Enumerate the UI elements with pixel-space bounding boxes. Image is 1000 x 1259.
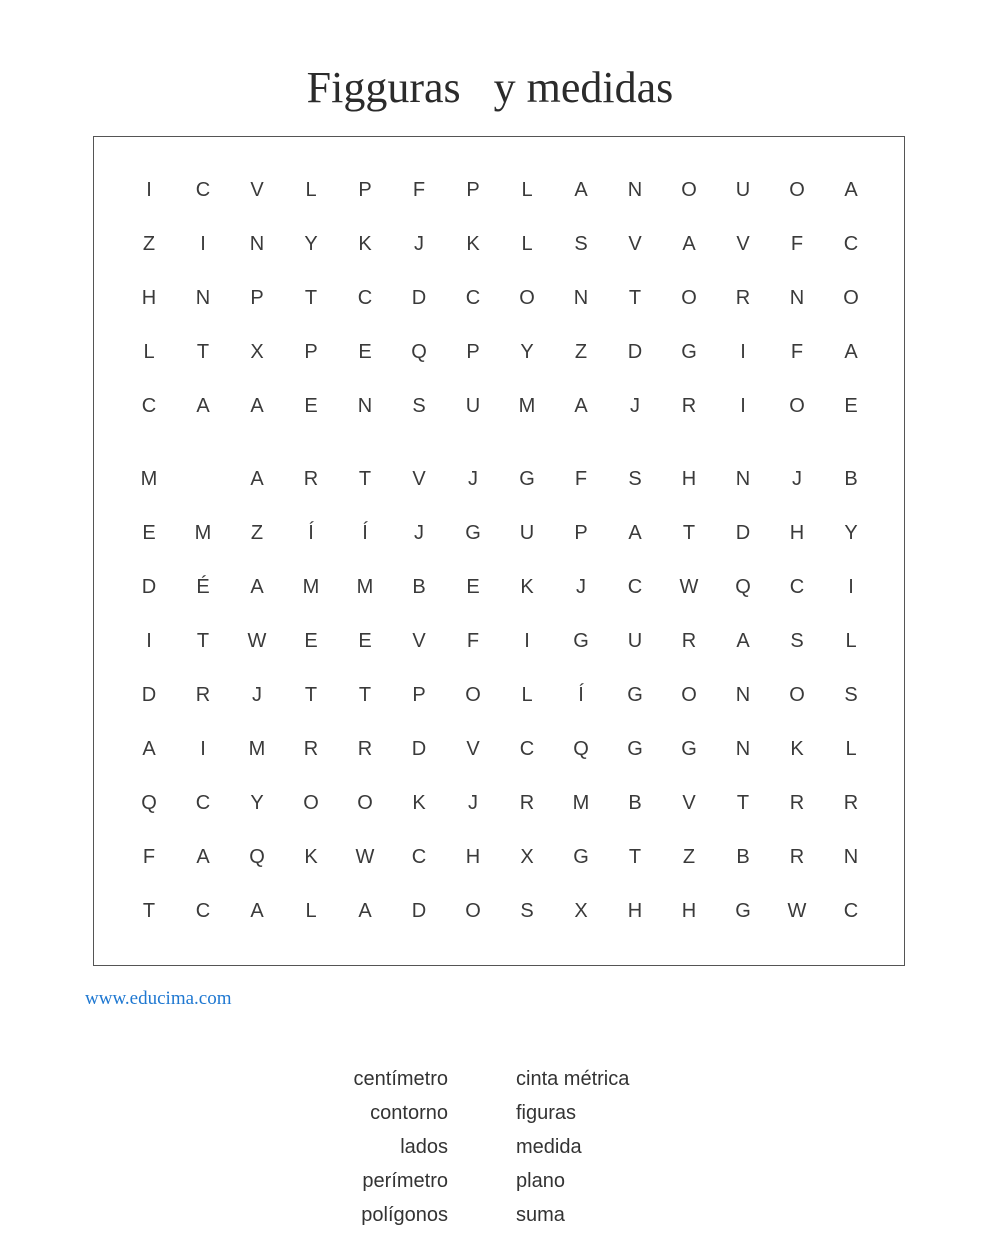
grid-letter[interactable]: H — [681, 900, 697, 922]
grid-letter[interactable]: G — [519, 468, 535, 490]
grid-letter[interactable]: R — [789, 846, 805, 868]
grid-letter[interactable]: O — [465, 684, 481, 706]
grid-letter[interactable]: D — [735, 522, 751, 544]
grid-letter[interactable]: W — [247, 630, 267, 652]
grid-letter[interactable]: O — [357, 792, 373, 814]
grid-letter[interactable]: I — [146, 179, 152, 201]
grid-letter[interactable]: T — [682, 522, 696, 544]
grid-letter[interactable]: T — [142, 900, 156, 922]
grid-row — [94, 170, 904, 210]
grid-letter[interactable]: C — [519, 738, 535, 760]
grid-letter[interactable]: R — [789, 792, 805, 814]
grid-letter[interactable]: M — [572, 792, 590, 814]
grid-letter[interactable]: G — [681, 341, 697, 363]
grid-letter[interactable]: O — [465, 900, 481, 922]
grid-letter[interactable]: T — [304, 684, 318, 706]
grid-letter[interactable]: T — [358, 684, 372, 706]
grid-letter[interactable]: K — [358, 233, 372, 255]
grid-letter[interactable]: Y — [250, 792, 264, 814]
grid-letter[interactable]: Q — [411, 341, 427, 363]
grid-letter[interactable]: C — [195, 179, 211, 201]
grid-letter[interactable]: M — [302, 576, 320, 598]
grid-letter[interactable]: I — [200, 738, 206, 760]
grid-row — [94, 621, 904, 661]
grid-letter[interactable]: V — [466, 738, 480, 760]
grid-letter[interactable]: A — [358, 900, 372, 922]
grid-letter[interactable]: V — [682, 792, 696, 814]
grid-letter[interactable]: V — [250, 179, 264, 201]
word-item: figuras — [516, 1102, 577, 1124]
grid-letter[interactable]: E — [304, 395, 318, 417]
grid-letter[interactable]: N — [735, 468, 751, 490]
grid-letter[interactable]: V — [628, 233, 642, 255]
grid-letter[interactable]: H — [681, 468, 697, 490]
grid-letter[interactable]: X — [520, 846, 534, 868]
grid-letter[interactable]: J — [468, 792, 478, 814]
grid-letter[interactable]: N — [573, 287, 589, 309]
grid-letter[interactable]: Í — [362, 522, 368, 544]
grid-letter[interactable]: Y — [520, 341, 534, 363]
grid-letter[interactable]: A — [628, 522, 642, 544]
word-item: perímetro — [362, 1170, 448, 1192]
grid-letter[interactable]: F — [142, 846, 156, 868]
grid-letter[interactable]: L — [521, 233, 533, 255]
grid-letter[interactable]: I — [200, 233, 206, 255]
grid-letter[interactable]: D — [141, 684, 157, 706]
grid-letter[interactable]: G — [627, 738, 643, 760]
grid-letter[interactable]: Y — [304, 233, 318, 255]
grid-letter[interactable]: Z — [250, 522, 264, 544]
grid-row — [94, 278, 904, 318]
grid-row — [94, 675, 904, 715]
grid-letter[interactable]: T — [196, 630, 210, 652]
grid-letter[interactable]: R — [357, 738, 373, 760]
grid-row — [94, 459, 904, 499]
grid-letter[interactable]: Y — [844, 522, 858, 544]
grid-letter[interactable]: P — [466, 341, 480, 363]
grid-letter[interactable]: D — [411, 900, 427, 922]
grid-letter[interactable]: X — [250, 341, 264, 363]
grid-letter[interactable]: T — [628, 287, 642, 309]
grid-letter[interactable]: S — [574, 233, 588, 255]
grid-letter[interactable]: V — [412, 630, 426, 652]
grid-letter[interactable]: B — [736, 846, 750, 868]
grid-letter[interactable]: H — [465, 846, 481, 868]
grid-letter[interactable]: K — [790, 738, 804, 760]
word-item: suma — [516, 1204, 565, 1226]
grid-letter[interactable]: M — [356, 576, 374, 598]
grid-row — [94, 513, 904, 553]
grid-letter[interactable]: T — [628, 846, 642, 868]
word-item: centímetro — [353, 1068, 448, 1090]
word-item: lados — [400, 1136, 448, 1158]
grid-letter[interactable]: O — [303, 792, 319, 814]
grid-letter[interactable]: C — [789, 576, 805, 598]
grid-letter[interactable]: R — [681, 630, 697, 652]
grid-letter[interactable]: C — [843, 900, 859, 922]
grid-letter[interactable]: S — [520, 900, 534, 922]
grid-letter[interactable]: J — [252, 684, 262, 706]
grid-letter[interactable]: O — [681, 684, 697, 706]
grid-letter[interactable]: A — [682, 233, 696, 255]
grid-letter[interactable]: E — [466, 576, 480, 598]
grid-row — [94, 783, 904, 823]
grid-letter[interactable]: R — [519, 792, 535, 814]
grid-letter[interactable]: D — [141, 576, 157, 598]
grid-letter[interactable]: M — [248, 738, 266, 760]
grid-row — [94, 837, 904, 877]
grid-letter[interactable]: B — [628, 792, 642, 814]
grid-letter[interactable]: I — [146, 630, 152, 652]
grid-letter[interactable]: C — [141, 395, 157, 417]
grid-letter[interactable]: Q — [735, 576, 751, 598]
grid-letter[interactable]: K — [466, 233, 480, 255]
grid-letter[interactable]: S — [790, 630, 804, 652]
grid-letter[interactable]: H — [627, 900, 643, 922]
grid-letter[interactable]: P — [358, 179, 372, 201]
grid-letter[interactable]: J — [792, 468, 802, 490]
grid-letter[interactable]: L — [305, 179, 317, 201]
grid-letter[interactable]: A — [574, 179, 588, 201]
grid-letter[interactable]: F — [790, 341, 804, 363]
grid-letter[interactable]: H — [789, 522, 805, 544]
grid-letter[interactable]: W — [787, 900, 807, 922]
grid-letter[interactable]: N — [735, 684, 751, 706]
grid-letter[interactable]: Q — [249, 846, 265, 868]
word-list-left — [248, 1065, 448, 1235]
grid-letter[interactable]: K — [520, 576, 534, 598]
grid-letter[interactable]: T — [736, 792, 750, 814]
grid-letter[interactable]: L — [845, 738, 857, 760]
grid-letter[interactable]: E — [142, 522, 156, 544]
grid-letter[interactable]: J — [468, 468, 478, 490]
grid-letter[interactable]: M — [194, 522, 212, 544]
grid-letter[interactable]: L — [305, 900, 317, 922]
grid-letter[interactable]: É — [196, 576, 210, 598]
grid-letter[interactable]: N — [843, 846, 859, 868]
word-item: polígonos — [361, 1204, 448, 1226]
page-title: Figguras y medidas — [306, 63, 674, 112]
grid-letter[interactable]: F — [466, 630, 480, 652]
grid-letter[interactable]: F — [412, 179, 426, 201]
grid-letter[interactable]: N — [627, 179, 643, 201]
grid-letter[interactable]: C — [627, 576, 643, 598]
grid-letter[interactable]: J — [576, 576, 586, 598]
grid-letter[interactable]: A — [250, 468, 264, 490]
grid-letter[interactable]: A — [574, 395, 588, 417]
word-search-grid — [93, 136, 905, 966]
grid-letter[interactable]: T — [196, 341, 210, 363]
word-list-right — [516, 1065, 776, 1235]
grid-letter[interactable]: D — [411, 287, 427, 309]
grid-letter[interactable]: I — [848, 576, 854, 598]
grid-letter[interactable]: A — [250, 900, 264, 922]
grid-letter[interactable]: N — [249, 233, 265, 255]
grid-letter[interactable]: C — [357, 287, 373, 309]
grid-letter[interactable]: J — [630, 395, 640, 417]
grid-letter[interactable]: K — [304, 846, 318, 868]
grid-letter[interactable]: D — [411, 738, 427, 760]
grid-letter[interactable]: M — [140, 468, 158, 490]
grid-row — [94, 332, 904, 372]
grid-letter[interactable]: W — [679, 576, 699, 598]
grid-letter[interactable]: E — [844, 395, 858, 417]
grid-letter[interactable]: R — [195, 684, 211, 706]
grid-letter[interactable]: L — [845, 630, 857, 652]
grid-letter[interactable]: O — [681, 287, 697, 309]
grid-letter[interactable]: D — [627, 341, 643, 363]
grid-letter[interactable]: A — [844, 179, 858, 201]
grid-letter[interactable]: O — [843, 287, 859, 309]
grid-letter[interactable]: H — [141, 287, 157, 309]
grid-letter[interactable]: J — [414, 522, 424, 544]
grid-letter[interactable]: Í — [578, 684, 584, 706]
grid-letter[interactable]: B — [412, 576, 426, 598]
grid-letter[interactable]: G — [573, 630, 589, 652]
grid-letter[interactable]: C — [411, 846, 427, 868]
site-link[interactable]: www.educima.com — [85, 988, 232, 1009]
grid-letter[interactable]: M — [518, 395, 536, 417]
grid-letter[interactable]: T — [358, 468, 372, 490]
grid-letter[interactable]: E — [304, 630, 318, 652]
grid-letter[interactable]: R — [303, 738, 319, 760]
grid-letter[interactable]: O — [681, 179, 697, 201]
grid-letter[interactable]: S — [844, 684, 858, 706]
grid-letter[interactable]: R — [843, 792, 859, 814]
grid-letter[interactable]: S — [412, 395, 426, 417]
grid-letter[interactable]: O — [789, 395, 805, 417]
word-item: medida — [516, 1136, 582, 1158]
grid-letter[interactable]: I — [740, 341, 746, 363]
grid-letter[interactable]: A — [196, 846, 210, 868]
grid-letter[interactable]: W — [355, 846, 375, 868]
grid-letter[interactable]: B — [844, 468, 858, 490]
grid-letter[interactable]: Í — [308, 522, 314, 544]
grid-row — [94, 224, 904, 264]
grid-letter[interactable]: U — [465, 395, 481, 417]
grid-letter[interactable]: G — [573, 846, 589, 868]
grid-letter[interactable]: U — [735, 179, 751, 201]
grid-letter[interactable]: A — [844, 341, 858, 363]
grid-letter[interactable]: I — [740, 395, 746, 417]
grid-letter[interactable]: F — [790, 233, 804, 255]
grid-letter[interactable] — [183, 459, 223, 499]
grid-letter[interactable]: F — [574, 468, 588, 490]
word-item: cinta métrica — [516, 1068, 630, 1090]
grid-letter[interactable]: O — [789, 684, 805, 706]
grid-letter[interactable]: I — [524, 630, 530, 652]
grid-letter[interactable]: G — [627, 684, 643, 706]
grid-letter[interactable]: P — [412, 684, 426, 706]
grid-letter[interactable]: C — [195, 792, 211, 814]
grid-row — [94, 891, 904, 931]
grid-letter[interactable]: P — [466, 179, 480, 201]
grid-letter[interactable]: A — [736, 630, 750, 652]
grid-letter[interactable]: U — [627, 630, 643, 652]
grid-letter[interactable]: L — [521, 684, 533, 706]
grid-letter[interactable]: O — [519, 287, 535, 309]
word-item: plano — [516, 1170, 565, 1192]
grid-letter[interactable]: C — [195, 900, 211, 922]
grid-row — [94, 386, 904, 426]
grid-letter[interactable]: N — [789, 287, 805, 309]
word-item: contorno — [370, 1102, 448, 1124]
grid-letter[interactable]: O — [789, 179, 805, 201]
grid-letter[interactable]: G — [681, 738, 697, 760]
grid-letter[interactable]: P — [304, 341, 318, 363]
grid-letter[interactable]: R — [303, 468, 319, 490]
grid-row — [94, 729, 904, 769]
grid-letter[interactable]: A — [196, 395, 210, 417]
grid-letter[interactable]: K — [412, 792, 426, 814]
grid-letter[interactable]: J — [414, 233, 424, 255]
grid-letter[interactable]: Q — [573, 738, 589, 760]
grid-letter[interactable]: N — [195, 287, 211, 309]
grid-letter[interactable]: P — [574, 522, 588, 544]
grid-letter[interactable]: L — [143, 341, 155, 363]
grid-letter[interactable]: G — [465, 522, 481, 544]
grid-letter[interactable]: G — [735, 900, 751, 922]
grid-letter[interactable]: T — [304, 287, 318, 309]
grid-letter[interactable]: S — [628, 468, 642, 490]
grid-letter[interactable]: Z — [574, 341, 588, 363]
grid-letter[interactable]: C — [843, 233, 859, 255]
grid-letter[interactable]: A — [142, 738, 156, 760]
grid-letter[interactable]: Z — [142, 233, 156, 255]
grid-letter[interactable]: A — [250, 395, 264, 417]
grid-letter[interactable]: C — [465, 287, 481, 309]
grid-letter[interactable]: A — [250, 576, 264, 598]
grid-letter[interactable]: V — [412, 468, 426, 490]
grid-letter[interactable]: N — [357, 395, 373, 417]
grid-letter[interactable]: V — [736, 233, 750, 255]
grid-letter[interactable]: Z — [682, 846, 696, 868]
grid-letter[interactable]: Q — [141, 792, 157, 814]
grid-letter[interactable]: X — [574, 900, 588, 922]
grid-letter[interactable]: E — [358, 341, 372, 363]
grid-letter[interactable]: N — [735, 738, 751, 760]
grid-letter[interactable]: E — [358, 630, 372, 652]
grid-letter[interactable]: P — [250, 287, 264, 309]
grid-letter[interactable]: R — [735, 287, 751, 309]
grid-letter[interactable]: R — [681, 395, 697, 417]
grid-letter[interactable]: U — [519, 522, 535, 544]
grid-letter[interactable]: L — [521, 179, 533, 201]
grid-row — [94, 567, 904, 607]
